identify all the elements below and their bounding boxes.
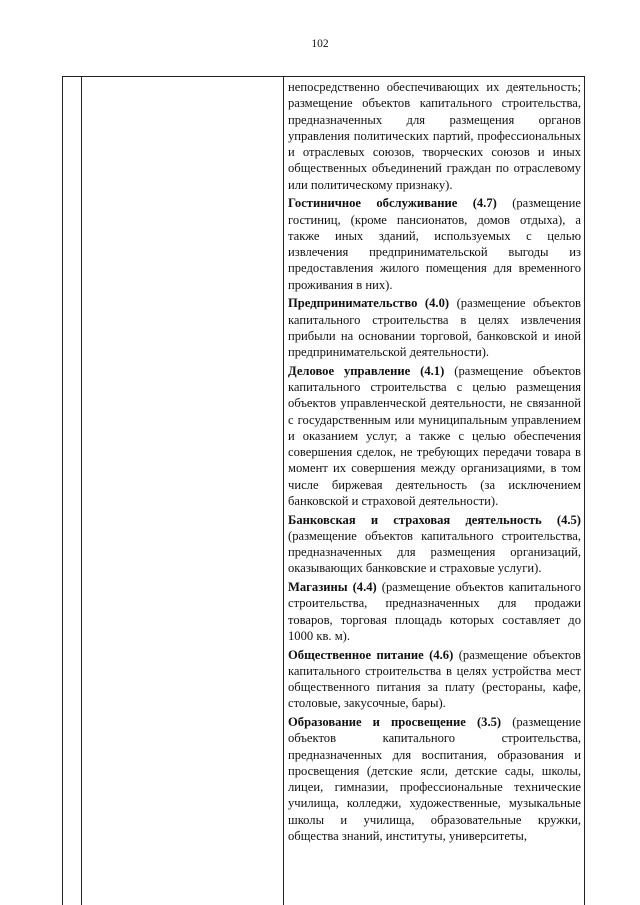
use-type-title: Предпринимательство (4.0) xyxy=(288,296,450,311)
paragraph xyxy=(288,512,581,577)
use-type-description: (размещение объектов капитального строительства, предназначенных для воспитания, образования и просвещения (детские ясли, детские сады, школы, лицеи, гимназии, профессиональные технические училища, колледжи, художественные, музыкальные школы и училища, образовательные кружки, общества знаний, институты, университеты, xyxy=(288,715,581,843)
use-type-title: Образование и просвещение (3.5) xyxy=(288,715,502,729)
use-type-title: Деловое управление (4.1) xyxy=(288,363,445,378)
use-type-description: (размещение объектов капитального строительства, предназначенных для размещения организаций, оказывающих банковские и страховые услуги). xyxy=(288,528,581,576)
paragraph xyxy=(288,647,581,712)
paragraph xyxy=(288,579,581,644)
paragraph xyxy=(288,714,581,844)
use-type-title: Банковская и страховая деятельность (4.5) xyxy=(288,512,581,527)
use-type-title: Магазины (4.4) xyxy=(288,580,377,594)
zoning-table xyxy=(62,76,585,905)
paragraph xyxy=(288,195,581,293)
use-type-description: (размещение объектов капитального строительства в целях устройства мест общественного питания за плату (рестораны, кафе, столовые, закусочные, бары). xyxy=(288,647,581,711)
paragraph xyxy=(288,79,581,193)
column-divider xyxy=(283,77,284,905)
use-type-title: Общественное питание (4.6) xyxy=(288,647,454,662)
use-type-description: непосредственно обеспечивающих их деятельность; размещение объектов капитального строительства, предназначенных для размещения органов управления политических партий, профессиональных и отраслевых союзов, творческих союзов и иных общественных объединений граждан по отраслевому или политическому признаку). xyxy=(288,80,581,192)
column-divider xyxy=(81,77,82,905)
page-number: 102 xyxy=(311,38,329,50)
use-type-title: Гостиничное обслуживание (4.7) xyxy=(288,196,497,211)
use-type-description: (размещение гостиниц, (кроме пансионатов, домов отдыха), а также иных зданий, используемых с целью извлечения предпринимательской выгоды из предоставления жилого помещения для временного проживания в них). xyxy=(288,196,581,292)
use-type-description: (размещение объектов капитального строительства с целью размещения объектов управленческой деятельности, не связанной с государственным или муниципальным управлением и оказанием услуг, а также с целью обеспечения совершения сделок, не требующих передачи товара в момент их совершения между организациями, в том числе биржевая деятельность (за исключением банковской и страховой деятельности). xyxy=(288,363,581,508)
paragraph xyxy=(288,295,581,360)
permitted-use-cell xyxy=(288,79,581,847)
use-type-description: (размещение объектов капитального строительства в целях извлечения прибыли на основании торговой, банковской и иной предпринимательской деятельности). xyxy=(288,296,581,359)
use-type-description: (размещение объектов капитального строительства, предназначенных для продажи товаров, торговая площадь которых составляет до 1000 кв. м). xyxy=(288,580,581,643)
paragraph xyxy=(288,363,581,509)
